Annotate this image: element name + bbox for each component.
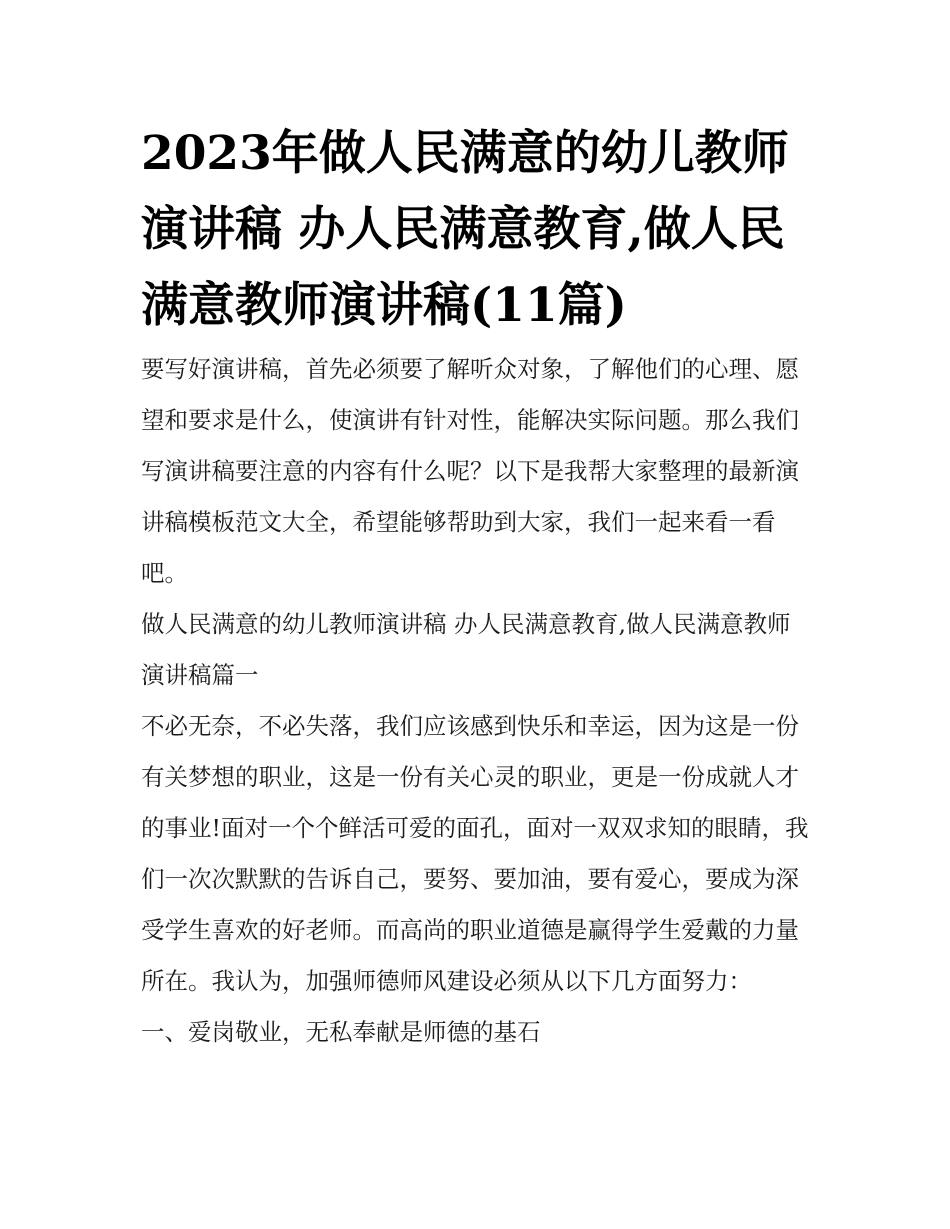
document-title: 2023年做人民满意的幼儿教师演讲稿 办人民满意教育,做人民满意教师演讲稿(11篇) bbox=[141, 126, 789, 333]
body-paragraph: 不必无奈，不必失落，我们应该感到快乐和幸运，因为这是一份有关梦想的职业，这是一份有关心灵的职业，更是一份成就人才的事业!面对一个个鲜活可爱的面孔，面对一双双求知的眼睛，我们一次次默默的告诉自己，要努、要加油，要有爱心，要成为深受学生喜欢的好老师。而高尚的职业道德是赢得学生爱戴的力量所在。我认为，加强师德师风建设必须从以下几方面努力： bbox=[141, 712, 809, 995]
section-title: 做人民满意的幼儿教师演讲稿 办人民满意教育,做人民满意教师演讲稿篇一 bbox=[141, 610, 791, 689]
intro-paragraph: 要写好演讲稿，首先必须要了解听众对象，了解他们的心理、愿望和要求是什么，使演讲有针对性，能解决实际问题。那么我们写演讲稿要注意的内容有什么呢？以下是我帮大家整理的最新演讲稿模板范文大全，希望能够帮助到大家，我们一起来看一看吧。 bbox=[141, 355, 799, 587]
document-page bbox=[141, 116, 813, 1058]
point-heading: 一、爱岗敬业，无私奉献是师德的基石 bbox=[141, 1018, 541, 1046]
